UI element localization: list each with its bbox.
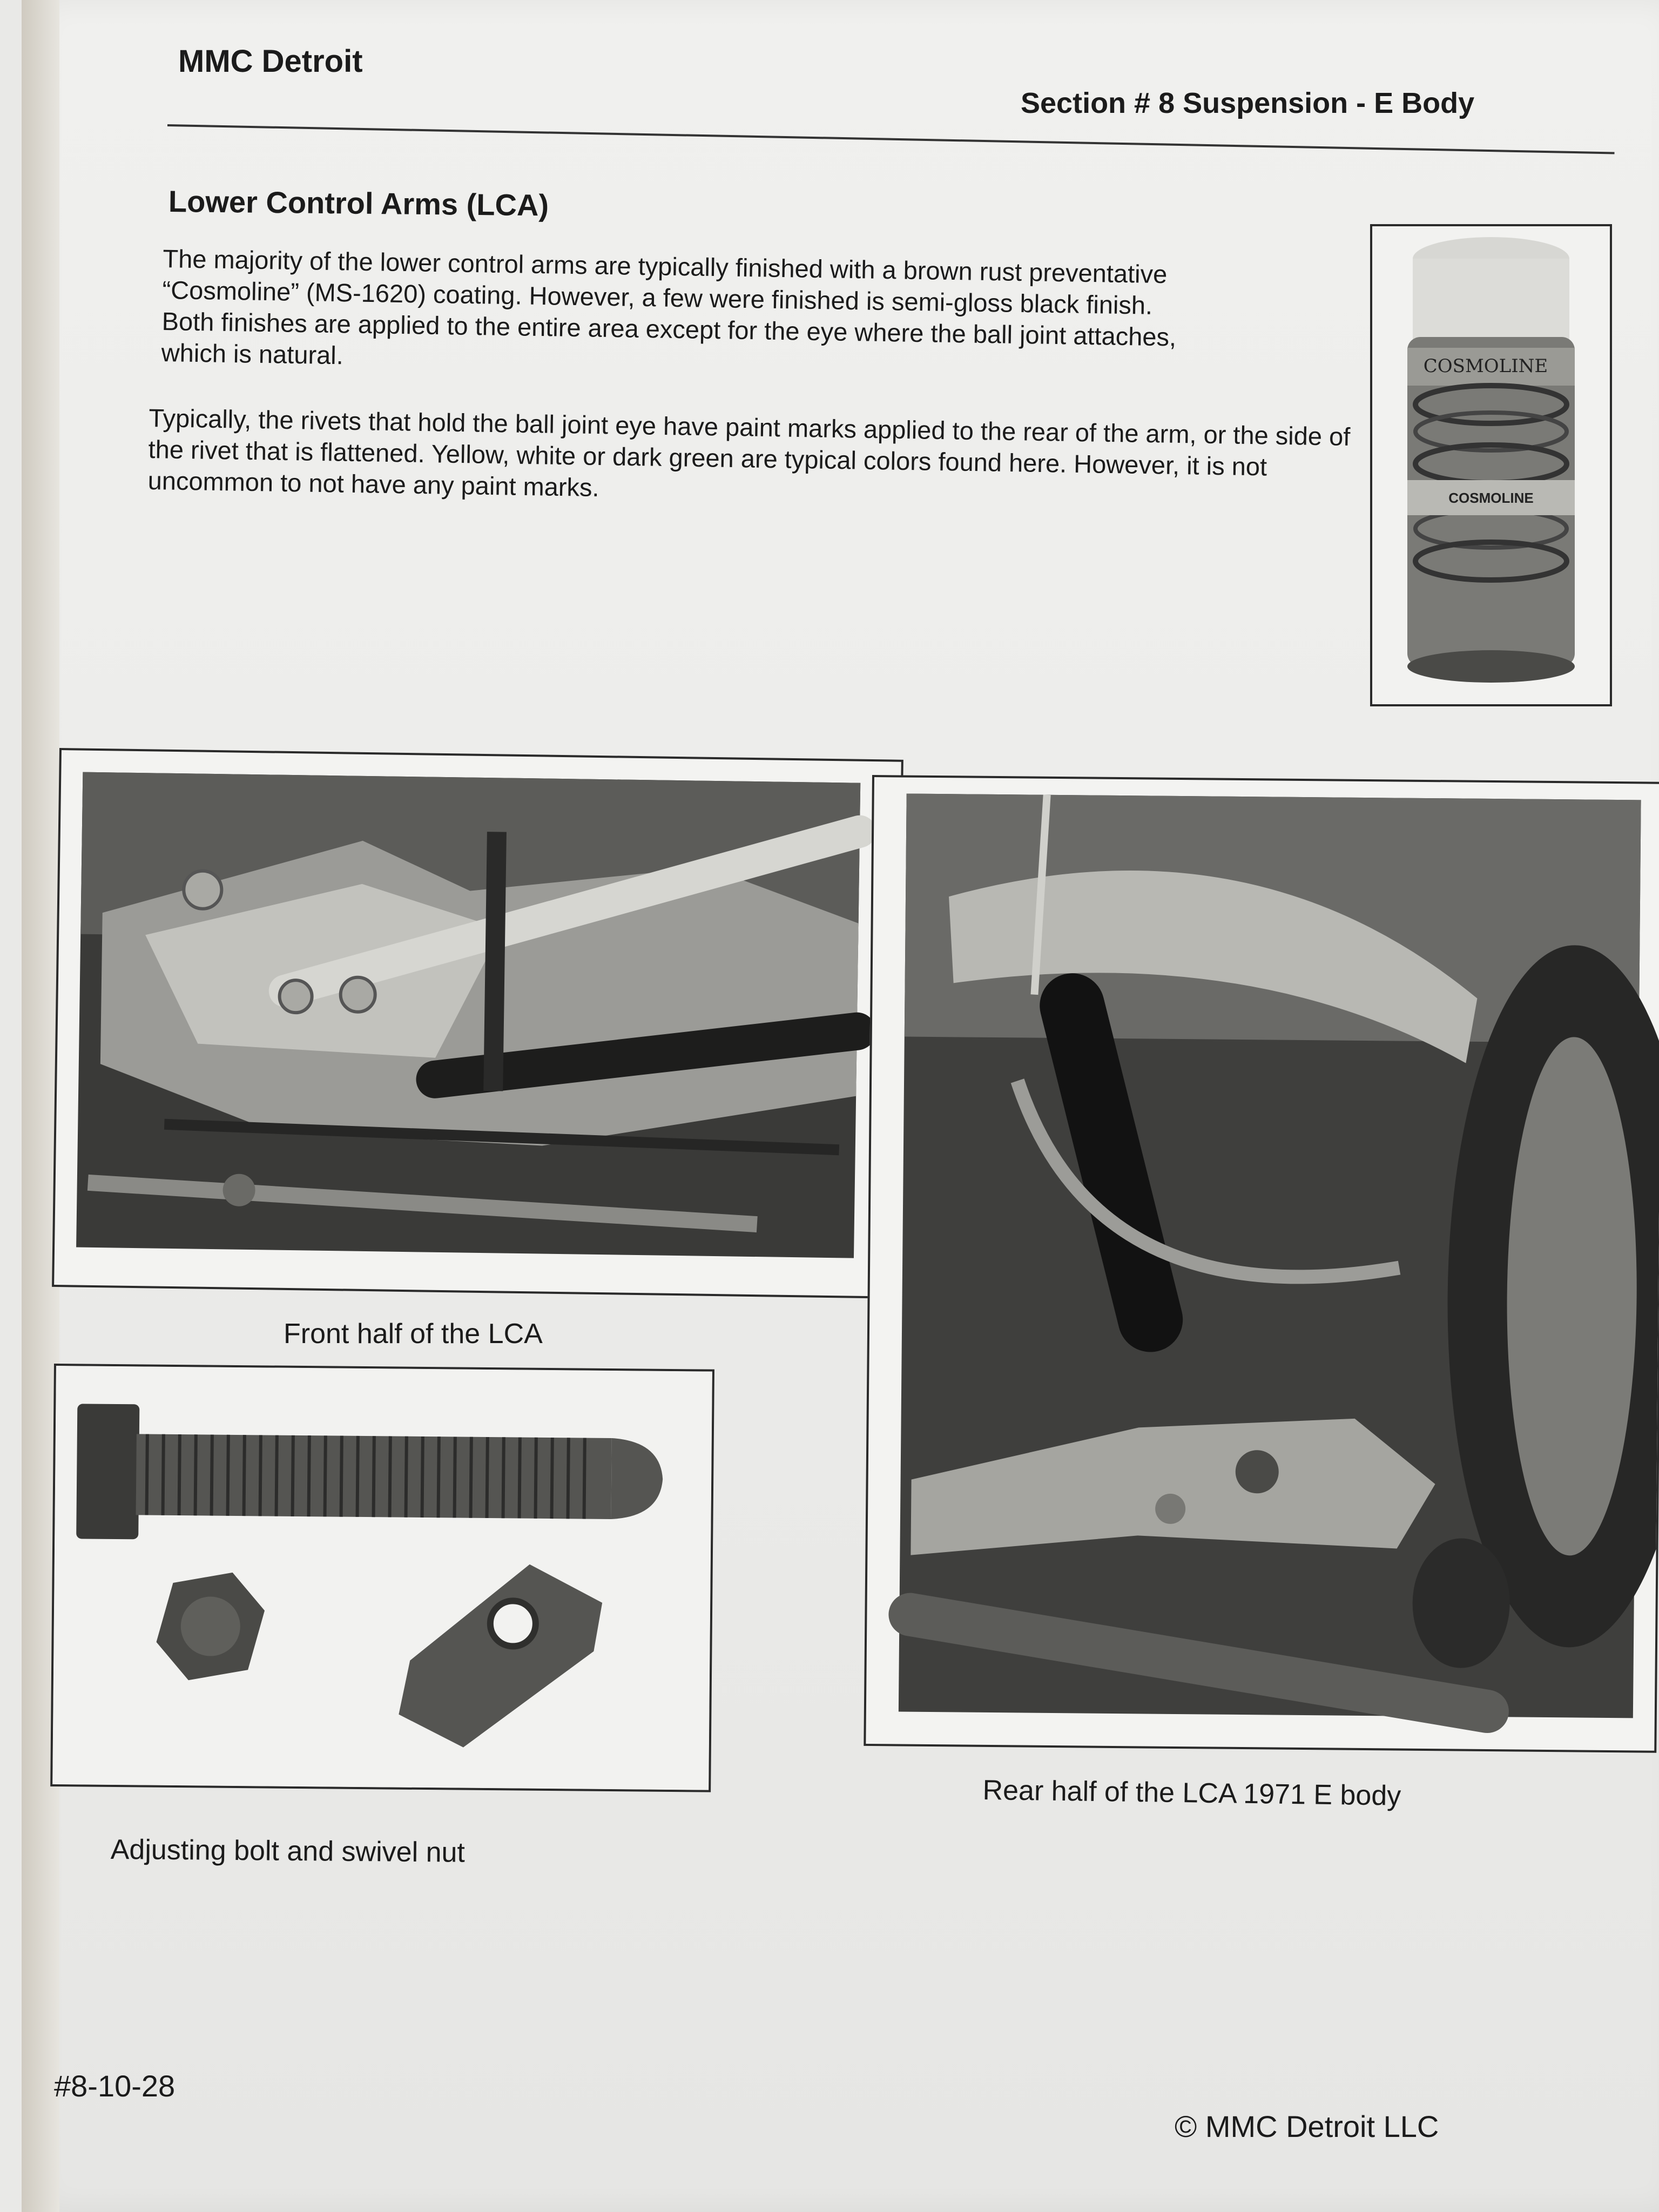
- rear-half-lca-photo: [864, 775, 1659, 1753]
- bolt-caption: Adjusting bolt and swivel nut: [110, 1834, 466, 1869]
- company-header: MMC Detroit: [178, 44, 363, 79]
- bolt-swivel-nut-photo: [50, 1364, 714, 1792]
- rear-half-caption: Rear half of the LCA 1971 E body: [982, 1775, 1401, 1812]
- page-number: #8-10-28: [54, 2069, 176, 2103]
- article-title: Lower Control Arms (LCA): [168, 184, 549, 222]
- manual-page: [22, 0, 1659, 2212]
- section-header: Section # 8 Suspension - E Body: [1021, 87, 1475, 119]
- article-paragraph-2: Typically, the rivets that hold the ball joint eye have paint marks applied to the rear of the arm, or the side of the rivet that is flattened. Yellow, white or dark green are typical colors found here. However, it is not uncommon to not have any paint marks.: [147, 403, 1351, 502]
- copyright-notice: © MMC Detroit LLC: [1175, 2109, 1439, 2143]
- front-half-caption: Front half of the LCA: [284, 1318, 543, 1350]
- front-half-lca-photo: [52, 748, 903, 1299]
- can-label-mid: COSMOLINE: [1448, 490, 1534, 506]
- binding-edge: [22, 0, 59, 2212]
- cosmoline-can-photo: [1370, 224, 1612, 706]
- header-divider: [167, 124, 1615, 154]
- article-paragraph-1: The majority of the lower control arms are typically finished with a brown rust preventative “Cosmoline” (MS-1620) coating. However, a few were finished is semi-gloss black finish. Both finishes are applied to the entire area except for the eye where the ball joint attaches, which is natural.: [161, 244, 1177, 370]
- can-label-top: COSMOLINE: [1423, 355, 1548, 377]
